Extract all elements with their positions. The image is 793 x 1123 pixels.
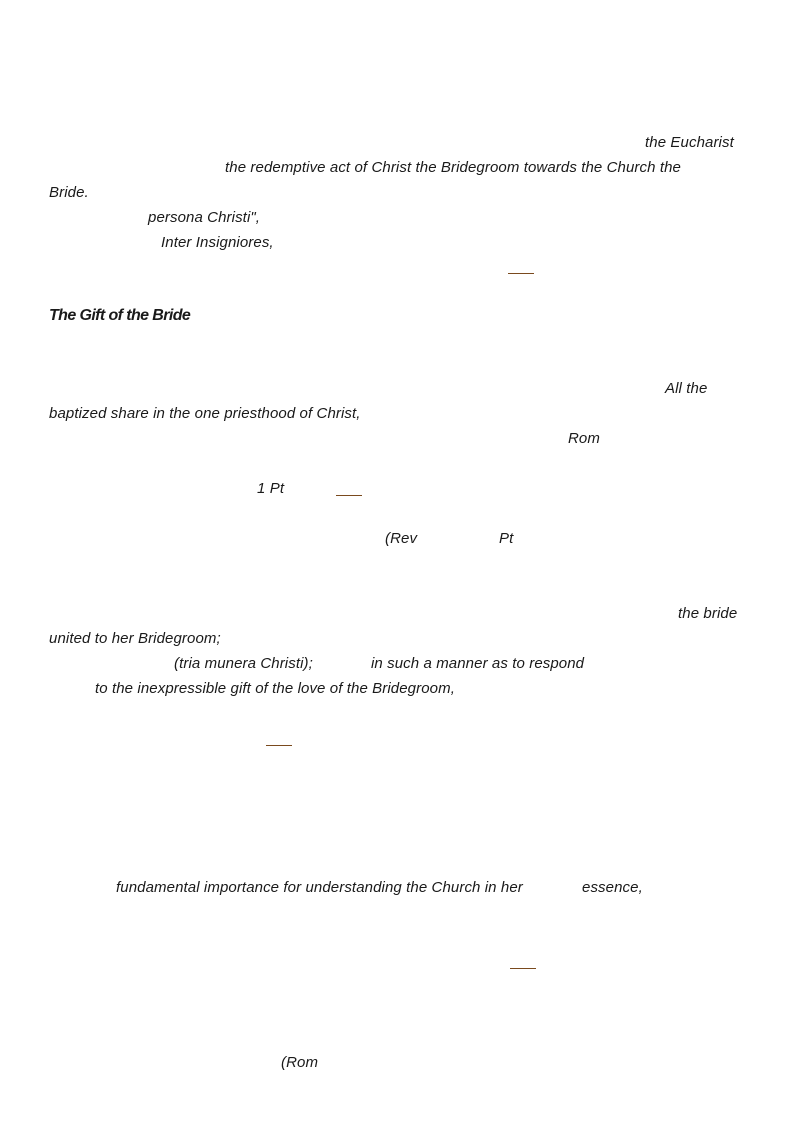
- text-tria-munera: (tria munera Christi);: [174, 655, 313, 672]
- text-fundamental-importance: fundamental importance for understanding the Church in her: [116, 879, 523, 896]
- text-redemptive-act: the redemptive act of Christ the Bridegroom towards the Church the: [225, 159, 681, 176]
- footnote-link-3[interactable]: [266, 745, 292, 746]
- text-1-pt-ref: 1 Pt: [257, 480, 285, 497]
- text-baptized-share: baptized share in the one priesthood of Christ,: [49, 405, 361, 422]
- text-bride: Bride.: [49, 184, 89, 201]
- text-inter-insigniores: Inter Insigniores,: [161, 234, 274, 251]
- text-the-eucharist: the Eucharist: [645, 134, 734, 151]
- text-united-bridegroom: united to her Bridegroom;: [49, 630, 221, 647]
- text-the-bride: the bride: [678, 605, 738, 622]
- text-pt-ref: Pt: [499, 530, 514, 547]
- text-rom-ref-2: (Rom: [281, 1054, 319, 1071]
- section-heading: The Gift of the Bride: [49, 307, 191, 324]
- text-rev-ref: (Rev: [385, 530, 418, 547]
- text-essence: essence,: [582, 879, 643, 896]
- footnote-link-1[interactable]: [508, 273, 534, 274]
- footnote-link-4[interactable]: [510, 968, 536, 969]
- text-persona-christi: persona Christi",: [148, 209, 261, 226]
- footnote-link-2[interactable]: [336, 495, 362, 496]
- text-such-manner: in such a manner as to respond: [371, 655, 585, 672]
- text-rom-ref: Rom: [568, 430, 600, 447]
- text-inexpressible-gift: to the inexpressible gift of the love of the Bridegroom,: [95, 680, 455, 697]
- text-all-the: All the: [665, 380, 708, 397]
